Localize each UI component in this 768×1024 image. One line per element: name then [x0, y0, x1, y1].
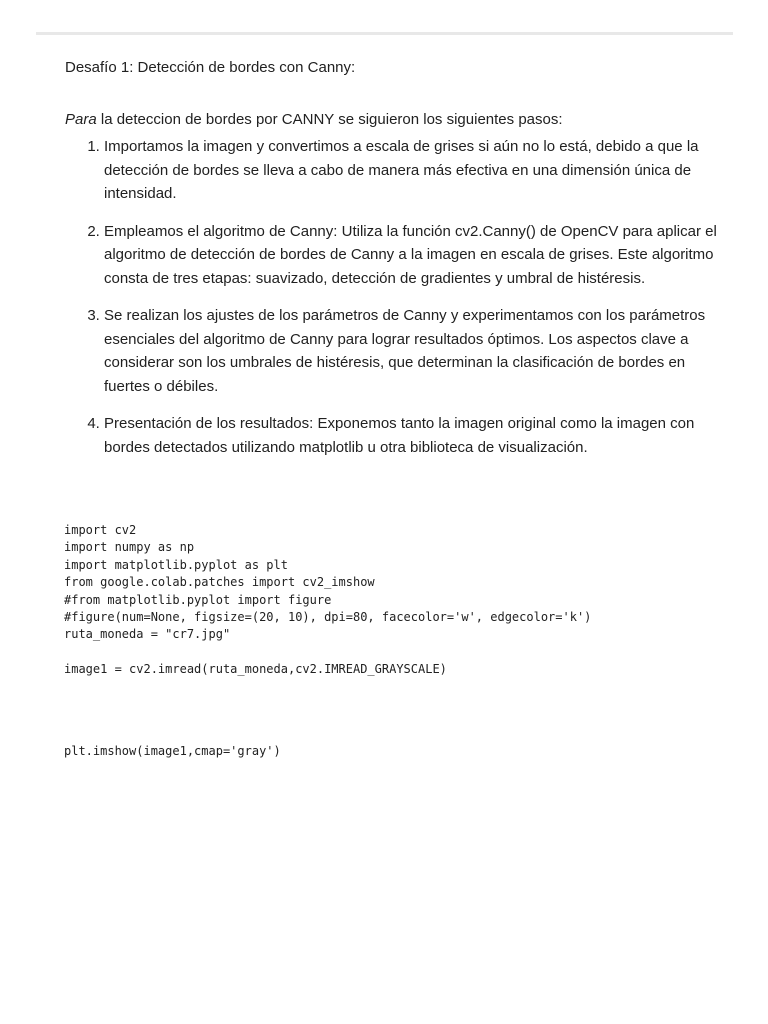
code-cell-imports[interactable] [64, 522, 744, 679]
intro-text: la deteccion de bordes por CANNY se siguieron los siguientes pasos: [96, 110, 563, 128]
challenge-heading: Desafío 1: Detección de bordes con Canny: [65, 59, 356, 76]
markdown-cell[interactable] [65, 56, 725, 473]
intro-paragraph [65, 108, 725, 132]
step-item: 1. Importamos la imagen y convertimos a escala de grises si aún no lo está, debido a que la detección de bordes se lleva a cabo de manera más efectiva en una dimensión única de intensidad. [104, 135, 725, 206]
code-line: #figure(num=None, figsize=(20, 10), dpi=80, facecolor='w', edgecolor='k') [64, 609, 592, 624]
code-line: import numpy as np [64, 540, 195, 555]
steps-list [65, 135, 725, 459]
intro-emphasis: Para [65, 110, 97, 128]
code-cell-imshow[interactable]: plt.imshow(image1,cmap='gray') [64, 744, 281, 758]
code-line: import cv2 [64, 523, 137, 537]
step-item: 4. Presentación de los resultados: Exponemos tanto la imagen original como la imagen con bordes detectados utilizando matplotlib u otra biblioteca de visualización. [104, 412, 725, 459]
step-item: 3. Se realizan los ajustes de los parámetros de Canny y experimentamos con los parámetros esenciales del algoritmo de Canny para lograr resultados óptimos. Los aspectos clave a considerar son los umbrales de histéresis, que determinan la clasificación de bordes en fuertes o débiles. [104, 304, 725, 398]
code-line: import matplotlib.pyplot as plt [64, 557, 288, 572]
code-line: ruta_moneda = "cr7.jpg" [64, 627, 231, 642]
code-line [64, 644, 744, 661]
cell-top-divider [36, 32, 733, 35]
step-item: 2. Empleamos el algoritmo de Canny: Utiliza la función cv2.Canny() de OpenCV para aplicar el algoritmo de detección de bordes de Canny a la imagen en escala de grises. Este algoritmo consta de tres etapas: suavizado, detección de gradientes y umbral de histéresis. [104, 220, 725, 291]
code-line: image1 = cv2.imread(ruta_moneda,cv2.IMREAD_GRAYSCALE) [64, 662, 447, 677]
code-line: from google.colab.patches import cv2_imshow [64, 575, 375, 590]
code-line: #from matplotlib.pyplot import figure [64, 592, 332, 607]
